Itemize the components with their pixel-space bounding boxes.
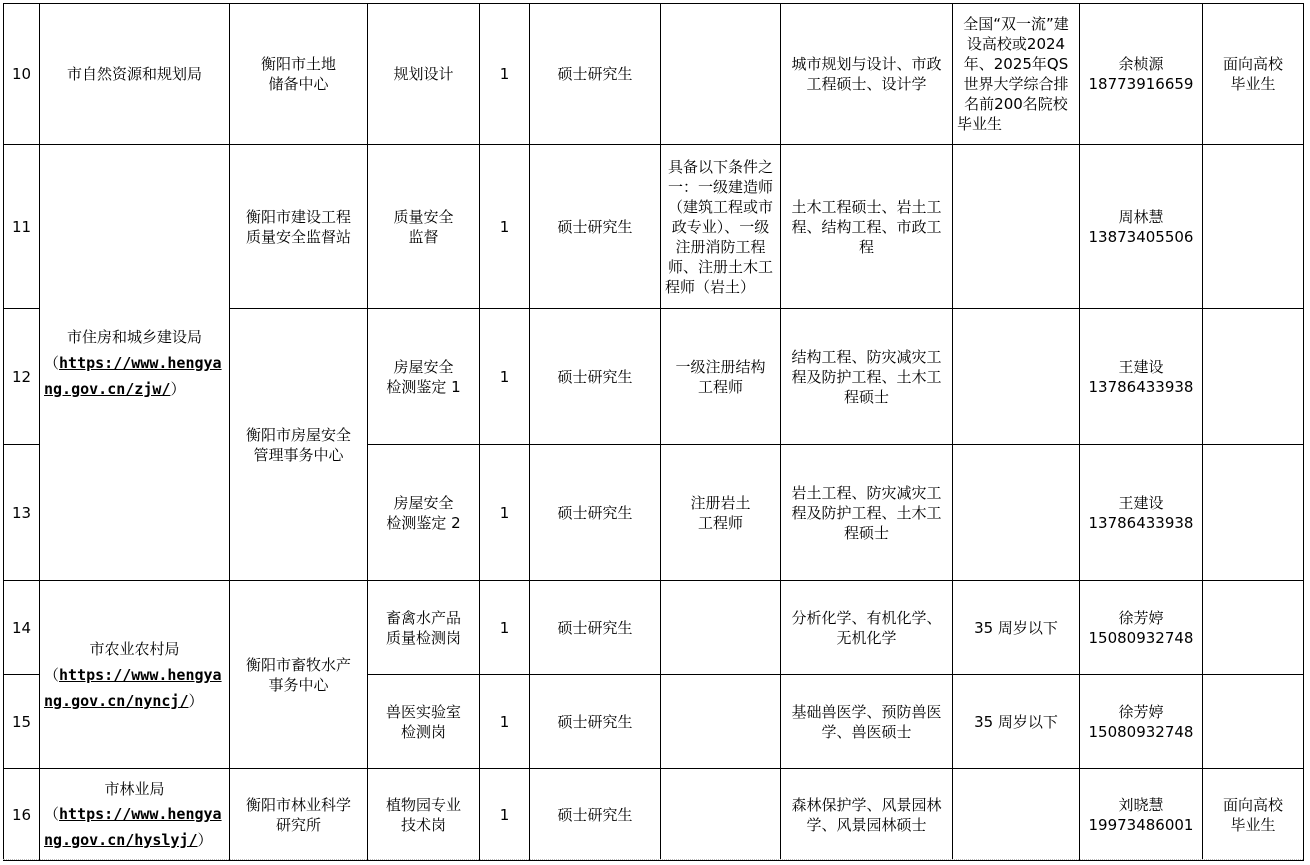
- department-cell-forest: [40, 769, 230, 861]
- table-row: [4, 145, 1304, 309]
- major-cell: 分析化学、有机化学、无机化学: [781, 581, 953, 675]
- contact-cell: [1080, 581, 1203, 675]
- other-condition-cell: 全国“双一流”建设高校或2024年、2025年QS世界大学综合排名前200名院校毕业生: [953, 4, 1080, 145]
- table-row: [4, 581, 1304, 675]
- education-cell: 硕士研究生: [530, 145, 661, 309]
- major-cell: 基础兽医学、预防兽医学、兽医硕士: [781, 675, 953, 769]
- requirement-cell: [661, 4, 781, 145]
- table-row: [4, 4, 1304, 145]
- row-number: 10: [4, 4, 40, 145]
- requirement-cell: [661, 675, 781, 769]
- other-condition-cell: [953, 309, 1080, 445]
- row-number: 14: [4, 581, 40, 675]
- url-close-paren: ）: [170, 379, 186, 398]
- unit-cell: 衡阳市林业科学 研究所: [230, 769, 368, 861]
- department-cell: 市自然资源和规划局: [40, 4, 230, 145]
- department-name: 市林业局: [104, 779, 165, 798]
- position-cell: 植物园专业 技术岗: [368, 769, 480, 861]
- page-gridline: [3, 859, 1303, 860]
- requirement-cell: [661, 769, 781, 861]
- department-url-line: [44, 662, 225, 714]
- contact-phone: 19973486001: [1088, 815, 1194, 834]
- position-cell: 房屋安全 检测鉴定 1: [368, 309, 480, 445]
- other-condition-cell: 35 周岁以下: [953, 675, 1080, 769]
- count-cell: 1: [480, 769, 530, 861]
- department-name: 市农业农村局: [89, 639, 180, 658]
- contact-phone: 18773916659: [1088, 75, 1194, 93]
- position-cell: 质量安全 监督: [368, 145, 480, 309]
- contact-phone: 13786433938: [1088, 377, 1194, 396]
- position-cell: 规划设计: [368, 4, 480, 145]
- department-url-line: [44, 350, 225, 402]
- contact-phone: 15080932748: [1088, 628, 1194, 647]
- major-cell: 岩土工程、防灾减灾工程及防护工程、土木工程硕士: [781, 445, 953, 581]
- major-cell: 土木工程硕士、岩土工 程、结构工程、市政工程: [781, 145, 953, 309]
- position-cell: 兽医实验室 检测岗: [368, 675, 480, 769]
- row-number: 16: [4, 769, 40, 861]
- contact-cell: [1080, 4, 1203, 145]
- department-link[interactable]: https://www.hengyang.gov.cn/hyslyj/: [44, 804, 222, 849]
- note-cell: [1203, 675, 1304, 769]
- contact-name: 刘晓慧: [1118, 795, 1164, 814]
- contact-name: 徐芳婷: [1118, 608, 1164, 627]
- contact-phone: 13873405506: [1088, 227, 1194, 246]
- department-link[interactable]: https://www.hengyang.gov.cn/zjw/: [44, 353, 222, 398]
- row-number: 11: [4, 145, 40, 309]
- row-number: 13: [4, 445, 40, 581]
- contact-name: 王建设: [1118, 493, 1164, 512]
- major-cell: 森林保护学、风景园林学、风景园林硕士: [781, 769, 953, 861]
- row-number: 12: [4, 309, 40, 445]
- note-cell: [1203, 309, 1304, 445]
- major-cell: 结构工程、防灾减灾工程及防护工程、土木工程硕士: [781, 309, 953, 445]
- contact-name: 余桢源: [1118, 55, 1164, 73]
- education-cell: 硕士研究生: [530, 4, 661, 145]
- row-number: 15: [4, 675, 40, 769]
- note-cell: 面向高校 毕业生: [1203, 769, 1304, 861]
- contact-phone: 15080932748: [1088, 722, 1194, 741]
- contact-name: 徐芳婷: [1118, 702, 1164, 721]
- count-cell: 1: [480, 309, 530, 445]
- other-condition-cell: [953, 769, 1080, 861]
- department-cell-agri: [40, 581, 230, 769]
- contact-name: 周林慧: [1118, 207, 1164, 226]
- contact-cell: [1080, 675, 1203, 769]
- department-url-line: [44, 801, 225, 853]
- url-close-paren: ）: [188, 691, 204, 710]
- table-row: [4, 769, 1304, 861]
- education-cell: 硕士研究生: [530, 769, 661, 861]
- other-condition-cell: [953, 445, 1080, 581]
- department-name: 市住房和城乡建设局: [66, 327, 202, 346]
- count-cell: 1: [480, 581, 530, 675]
- unit-cell: 衡阳市建设工程 质量安全监督站: [230, 145, 368, 309]
- note-cell: 面向高校 毕业生: [1203, 4, 1304, 145]
- contact-name: 王建设: [1118, 357, 1164, 376]
- contact-cell: [1080, 309, 1203, 445]
- unit-cell-agri-center: 衡阳市畜牧水产 事务中心: [230, 581, 368, 769]
- position-cell: 畜禽水产品 质量检测岗: [368, 581, 480, 675]
- position-cell: 房屋安全 检测鉴定 2: [368, 445, 480, 581]
- education-cell: 硕士研究生: [530, 445, 661, 581]
- education-cell: 硕士研究生: [530, 309, 661, 445]
- unit-cell-housing-center: 衡阳市房屋安全 管理事务中心: [230, 309, 368, 581]
- url-open-paren: （: [44, 353, 60, 372]
- count-cell: 1: [480, 445, 530, 581]
- url-open-paren: （: [44, 804, 60, 823]
- note-cell: [1203, 581, 1304, 675]
- recruitment-table: [3, 3, 1304, 861]
- other-condition-cell: 35 周岁以下: [953, 581, 1080, 675]
- count-cell: 1: [480, 4, 530, 145]
- other-condition-cell: [953, 145, 1080, 309]
- contact-cell: [1080, 445, 1203, 581]
- contact-phone: 13786433938: [1088, 513, 1194, 532]
- requirement-cell: 具备以下条件之一：一级建造师（建筑工程或市政专业）、一级注册消防工程师、注册土木工程师（岩土）: [661, 145, 781, 309]
- requirement-cell: 一级注册结构 工程师: [661, 309, 781, 445]
- education-cell: 硕士研究生: [530, 675, 661, 769]
- requirement-cell: 注册岩土 工程师: [661, 445, 781, 581]
- contact-cell: [1080, 769, 1203, 861]
- count-cell: 1: [480, 145, 530, 309]
- url-open-paren: （: [44, 665, 60, 684]
- unit-cell: 衡阳市土地 储备中心: [230, 4, 368, 145]
- contact-cell: [1080, 145, 1203, 309]
- requirement-cell: [661, 581, 781, 675]
- major-cell: 城市规划与设计、市政工程硕士、设计学: [781, 4, 953, 145]
- note-cell: [1203, 145, 1304, 309]
- department-cell-housing: [40, 145, 230, 581]
- url-close-paren: ）: [197, 830, 213, 849]
- count-cell: 1: [480, 675, 530, 769]
- department-link[interactable]: https://www.hengyang.gov.cn/nyncj/: [44, 665, 222, 710]
- note-cell: [1203, 445, 1304, 581]
- education-cell: 硕士研究生: [530, 581, 661, 675]
